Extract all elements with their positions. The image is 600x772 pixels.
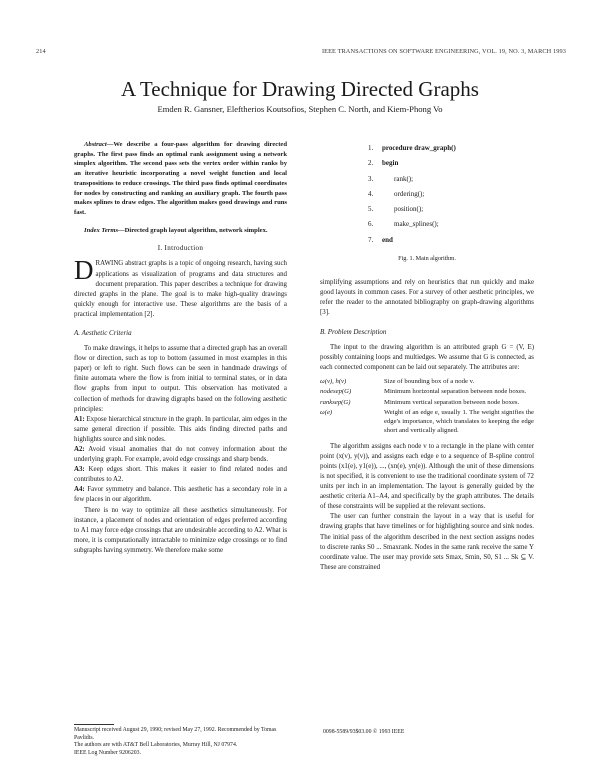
attribute-row: nodesep(G) Minimum horizontal separation between node boxes. — [320, 388, 527, 396]
criterion-a4 — [74, 485, 287, 505]
assign-paragraph: The algorithm assigns each node v to a rectangle in the plane with center point (x(v), y(v)), and assigns each edge e to a sequence of B-spline control points (x1(e), y1(e)), ..., (xn(e), yn(e)). Although the unit of these dimensions is not specified, it is convenient to use the traditional coordinate system of 72 units per inch in an implementation. The layout is generally guided by the aesthetic criteria A1–A4, and specifically by the graph attributes. The details of these constraints will be supplied at the relevant sections. — [320, 442, 534, 511]
footnote-log: IEEE Log Number 9206203. — [74, 749, 141, 756]
code-line: 2. begin — [368, 159, 399, 168]
criterion-text: Expose hierarchical structure in the graph. In particular, aim edges in the same general direction if possible. This aids finding directed paths and highlights source and sink nodes. — [74, 415, 287, 443]
drop-cap: D — [74, 255, 94, 286]
paper-title: A Technique for Drawing Directed Graphs — [121, 77, 479, 101]
code-line: 1. procedure draw_graph() — [368, 144, 456, 152]
attribute-list — [320, 377, 534, 436]
figure-caption: Fig. 1. Main algorithm. — [398, 255, 456, 263]
criterion-a1 — [74, 415, 287, 445]
attribute-row: ω(e) Weight of an edge e, usually 1. The weight signifies the edge's importance, which translates to keeping the edge short and vertically aligned. — [320, 408, 534, 435]
page-number: 214 — [36, 48, 46, 55]
right-column — [320, 143, 534, 573]
code-line: 5. position(); — [368, 205, 424, 214]
attribute-row: ranksep(G) Minimum vertical separation between node boxes. — [320, 398, 520, 406]
footnotes — [74, 724, 287, 757]
code-line: 6. make_splines(); — [368, 220, 439, 229]
criterion-label: A1: — [74, 415, 85, 423]
subsection-heading-problem: B. Problem Description — [320, 327, 387, 336]
criterion-label: A2: — [74, 446, 85, 454]
index-terms — [74, 226, 287, 236]
footnote-rule — [74, 724, 114, 725]
criterion-text: Favor symmetry and balance. This aesthetic has a secondary role in a few places in our algorithm. — [74, 486, 287, 504]
subsection-heading-aesthetic: A. Aesthetic Criteria — [74, 328, 132, 337]
code-line: 3. rank(); — [368, 174, 414, 183]
intro-text: RAWING abstract graphs is a topic of ongoing research, having such applications as visualization of programs and data structures and document preparation. This paper describes a technique for drawing directed graphs in the plane. The goal is to make high-quality drawings quickly enough for interactive use. These algorithms are the basis of a practical implementation [2]. — [74, 260, 287, 318]
problem-paragraph: The input to the drawing algorithm is an attributed graph G = (V, E) possibly containing loops and multiedges. We assume that G is connected, as each connected component can be laid out separately. The attributes are: — [320, 343, 534, 371]
journal-header: IEEE TRANSACTIONS ON SOFTWARE ENGINEERING, VOL. 19, NO. 3, MARCH 1993 — [321, 48, 566, 55]
criterion-a2 — [74, 445, 287, 465]
procedure-listing — [368, 143, 534, 250]
left-column — [74, 140, 287, 556]
figure-1 — [320, 143, 534, 250]
abstract — [74, 140, 287, 218]
right-continuation: simplifying assumptions and rely on heuristics that run quickly and make good layouts in common cases. For a survey of other aesthetic principles, we refer the reader to the annotated bibliography on graph-drawing algorithms [3]. — [320, 279, 534, 317]
footnote-manuscript: Manuscript received August 29, 1990; revised May 27, 1992. Recommended by Tomas Pavlidis. — [74, 727, 277, 741]
footnote-affiliation: The authors are with AT&T Bell Laboratories, Murray Hill, NJ 07974. — [74, 742, 238, 749]
criterion-label: A3: — [74, 466, 85, 474]
criterion-text: Avoid visual anomalies that do not convey information about the underlying graph. For example, avoid edge crossings and sharp bends. — [74, 446, 287, 464]
copyright-line: 0098-5589/93$03.00 © 1993 IEEE — [323, 729, 405, 735]
section-heading-introduction: I. Introduction — [157, 244, 204, 253]
attribute-row: ω(v), h(v) Size of bounding box of a node v. — [320, 377, 475, 385]
intro-paragraph — [74, 255, 287, 320]
aesthetic-paragraph: To make drawings, it helps to assume that a directed graph has an overall flow or direction, such as top to bottom (assumed in most examples in this paper) or left to right. Such flows can be seen in handmade drawings of finite automata where the flow is from initial to terminal states, or in data flow graphs from input to output. This observation has motivated a collection of methods for drawing digraphs based on the following aesthetic principles: — [74, 345, 287, 413]
index-terms-text: Directed graph layout algorithm, network simplex. — [124, 226, 268, 234]
index-terms-label: Index Terms— — [84, 226, 125, 234]
tradeoff-paragraph: There is no way to optimize all these aesthetics simultaneously. For instance, a placement of nodes and orientation of edges preferred according to A1 may force edge crossings that are undesirable according to A2. What is more, it is computationally intractable to minimize edge crossings or to find subgraphs having symmetry. We therefore make some — [74, 506, 287, 554]
criterion-text: Keep edges short. This makes it easier to find related nodes and contributes to A2. — [74, 466, 287, 484]
code-line: 7. end — [368, 235, 393, 244]
criterion-a3 — [74, 465, 287, 485]
abstract-label: Abstract— — [84, 141, 114, 148]
criterion-label: A4: — [74, 486, 85, 494]
code-line: 4. ordering(); — [368, 189, 425, 198]
user-paragraph: The user can further constrain the layout in a way that is useful for drawing graphs that have timelines or for highlighting source and sink nodes. The initial pass of the algorithm described in the next section assigns nodes to discrete ranks S0 ... Smaxrank. Nodes in the same rank receive the same Y coordinate value. The user may provide sets Smax, Smin, S0, S1 ... Sk ⊆ V. These are constrained — [320, 513, 534, 571]
author-list: Emden R. Gansner, Eleftherios Koutsofios, Stephen C. North, and Kiem-Phong Vo — [157, 104, 443, 114]
abstract-text: We describe a four-pass algorithm for drawing directed graphs. The first pass finds an optimal rank assignment using a network simplex algorithm. The second pass sets the vertex order within ranks by an iterative heuristic incorporating a novel weight function and local transpositions to reduce crossings. The third pass finds optimal coordinates for nodes by constructing and ranking an auxiliary graph. The fourth pass makes splines to draw edges. The algorithm makes good drawings and runs fast. — [74, 141, 287, 216]
